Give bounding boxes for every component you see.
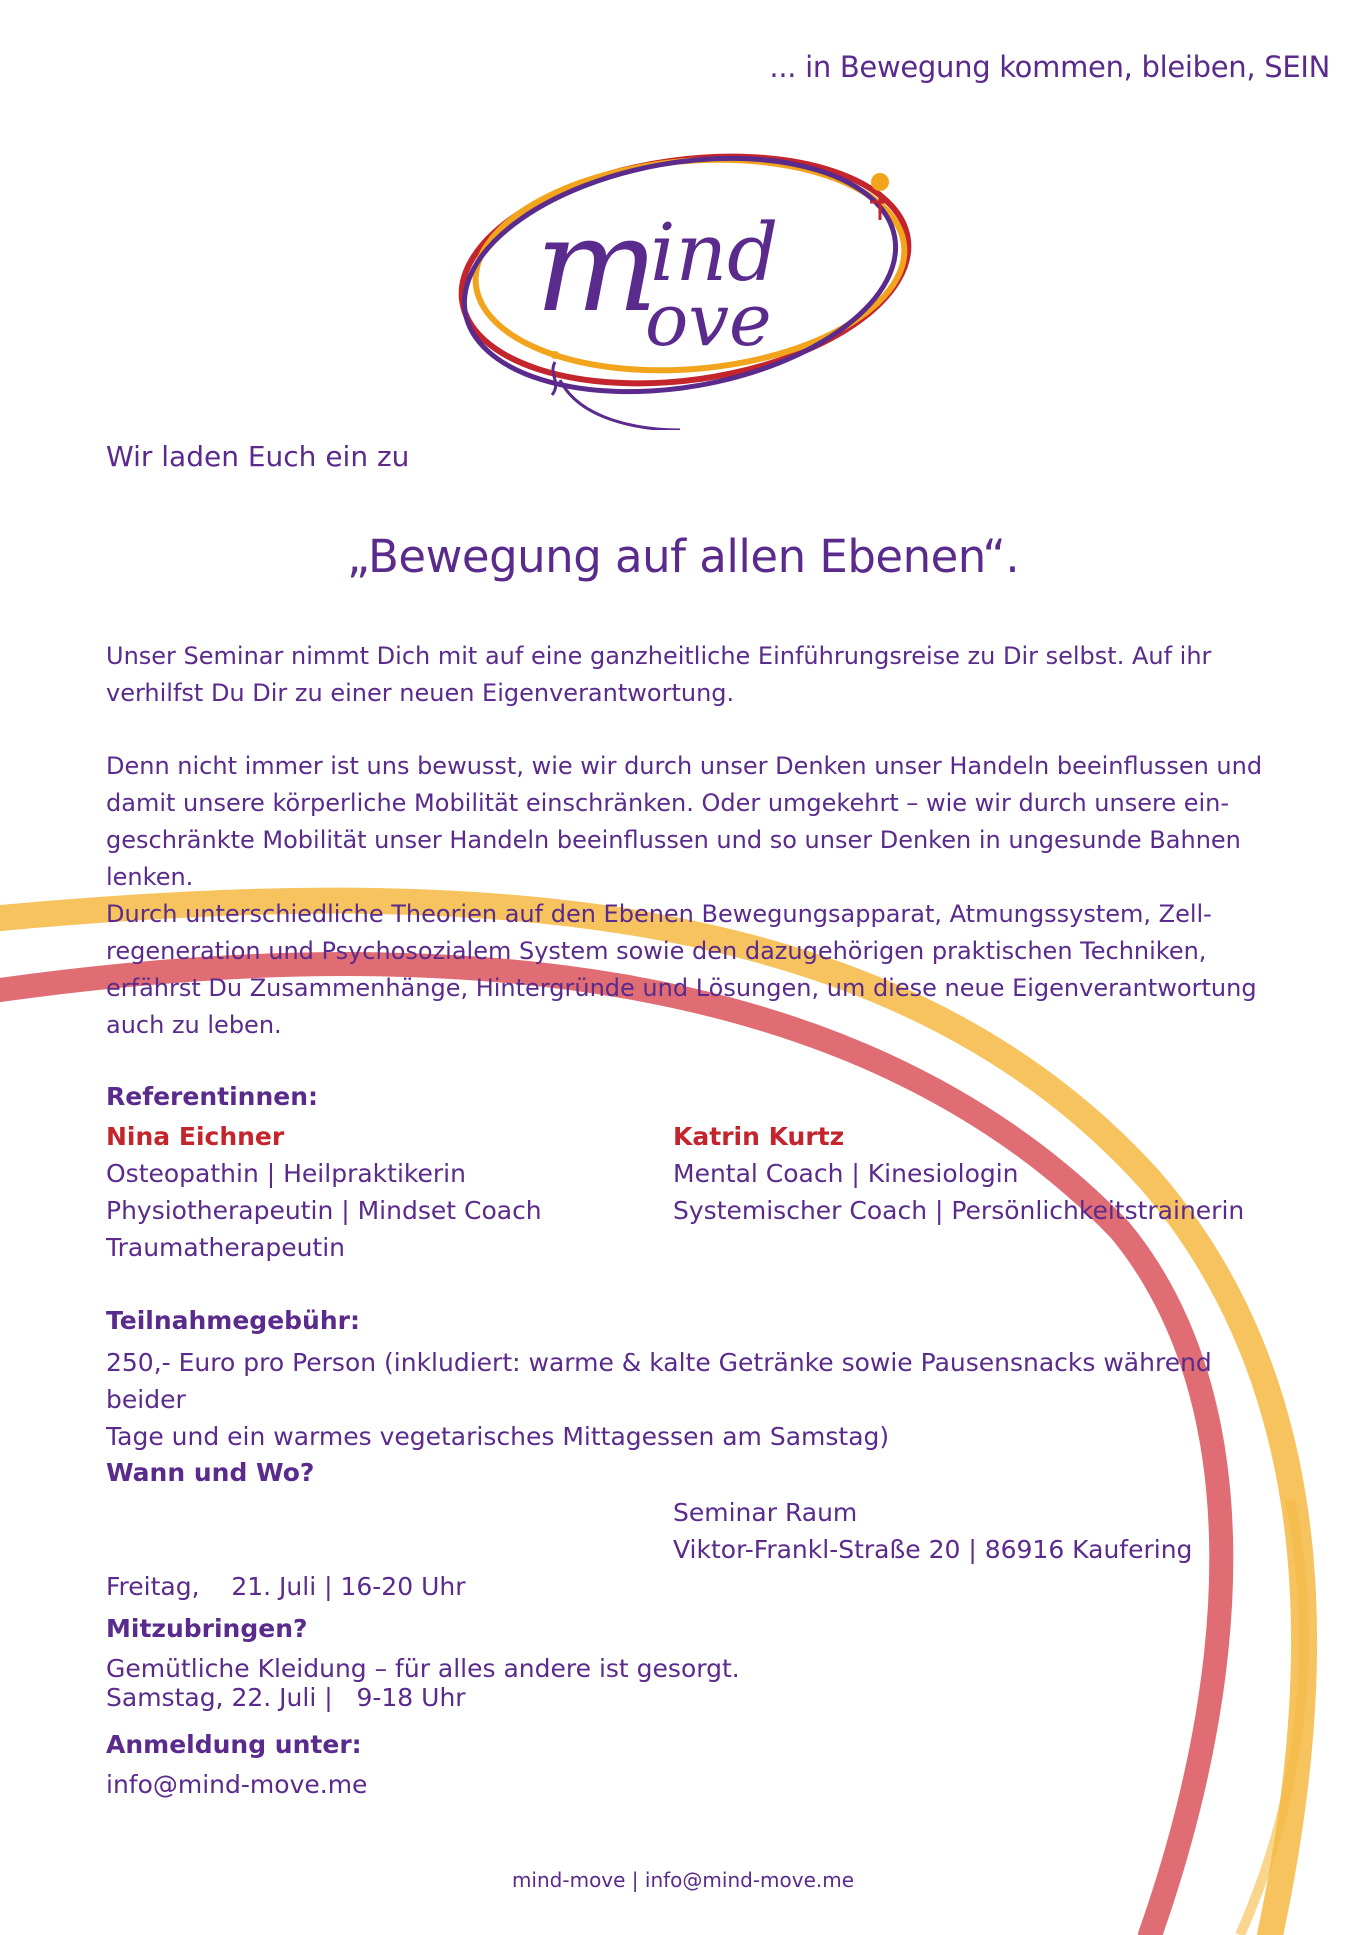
speaker-right	[673, 1118, 1244, 1229]
speaker-name: Katrin Kurtz	[673, 1122, 845, 1151]
date-line: Freitag, 21. Juli | 16-20 Uhr	[106, 1572, 466, 1601]
footer: mind-move | info@mind-move.me	[511, 1868, 855, 1892]
paragraph-thinking	[106, 748, 1266, 896]
speaker-left	[106, 1118, 542, 1266]
speakers-label: Referentinnen:	[106, 1082, 318, 1111]
location-line: Seminar Raum	[673, 1498, 858, 1527]
location-line: Viktor-Frankl-Straße 20 | 86916 Kaufering	[673, 1535, 1193, 1564]
mind-move-logo	[440, 130, 930, 430]
speaker-name: Nina Eichner	[106, 1122, 285, 1151]
invite-line: Wir laden Euch ein zu	[106, 440, 410, 473]
paragraph-line: verhilfst Du Dir zu einer neuen Eigenverantwortung.	[106, 679, 735, 707]
paragraph-line: regeneration und Psychosozialem System sowie den dazugehörigen praktischen Techniken,	[106, 937, 1207, 965]
svg-text:ove: ove	[645, 278, 772, 362]
fee-text	[106, 1344, 1266, 1455]
paragraph-line: Durch unterschiedliche Theorien auf den Ebenen Bewegungsapparat, Atmungssystem, Zell-	[106, 900, 1212, 928]
register-label: Anmeldung unter:	[106, 1730, 362, 1759]
svg-text:m: m	[535, 189, 659, 341]
fee-line: 250,- Euro pro Person (inkludiert: warme & kalte Getränke sowie Pausensnacks während beider	[106, 1348, 1212, 1414]
headline: „Bewegung auf allen Ebenen“.	[346, 530, 1020, 583]
paragraph-line: erfährst Du Zusammenhänge, Hintergründe und Lösungen, um diese neue Eigenverantwortung	[106, 974, 1257, 1002]
fee-line: Tage und ein warmes vegetarisches Mittagessen am Samstag)	[106, 1422, 890, 1451]
paragraph-line: Unser Seminar nimmt Dich mit auf eine ganzheitliche Einführungsreise zu Dir selbst. Auf ihr	[106, 642, 1212, 670]
register-email-link[interactable]: info@mind-move.me	[106, 1770, 368, 1799]
location	[673, 1494, 1192, 1568]
fee-label: Teilnahmegebühr:	[106, 1306, 360, 1335]
bring-label: Mitzubringen?	[106, 1614, 308, 1643]
paragraph-intro	[106, 638, 1266, 712]
paragraph-line: geschränkte Mobilität unser Handeln beeinflussen und so unser Denken in ungesunde Bahnen lenken.	[106, 826, 1241, 891]
paragraph-line: auch zu leben.	[106, 1011, 282, 1039]
speaker-title: Traumatherapeutin	[106, 1233, 346, 1262]
speaker-title: Physiotherapeutin | Mindset Coach	[106, 1196, 542, 1225]
date-line: Samstag, 22. Juli | 9-18 Uhr	[106, 1683, 466, 1712]
bring-text: Gemütliche Kleidung – für alles andere ist gesorgt.	[106, 1654, 740, 1683]
paragraph-theories	[106, 896, 1266, 1044]
paragraph-line: Denn nicht immer ist uns bewusst, wie wir durch unser Denken unser Handeln beeinflussen und	[106, 752, 1263, 780]
tagline: ... in Bewegung kommen, bleiben, SEIN	[769, 50, 1330, 84]
when-label: Wann und Wo?	[106, 1458, 315, 1487]
paragraph-line: damit unsere körperliche Mobilität einschränken. Oder umgekehrt – wie wir durch unsere ein-	[106, 789, 1230, 817]
speaker-title: Mental Coach | Kinesiologin	[673, 1159, 1019, 1188]
speaker-title: Osteopathin | Heilpraktikerin	[106, 1159, 466, 1188]
svg-text:ind: ind	[650, 206, 779, 299]
speaker-title: Systemischer Coach | Persönlichkeitstrainerin	[673, 1196, 1245, 1225]
